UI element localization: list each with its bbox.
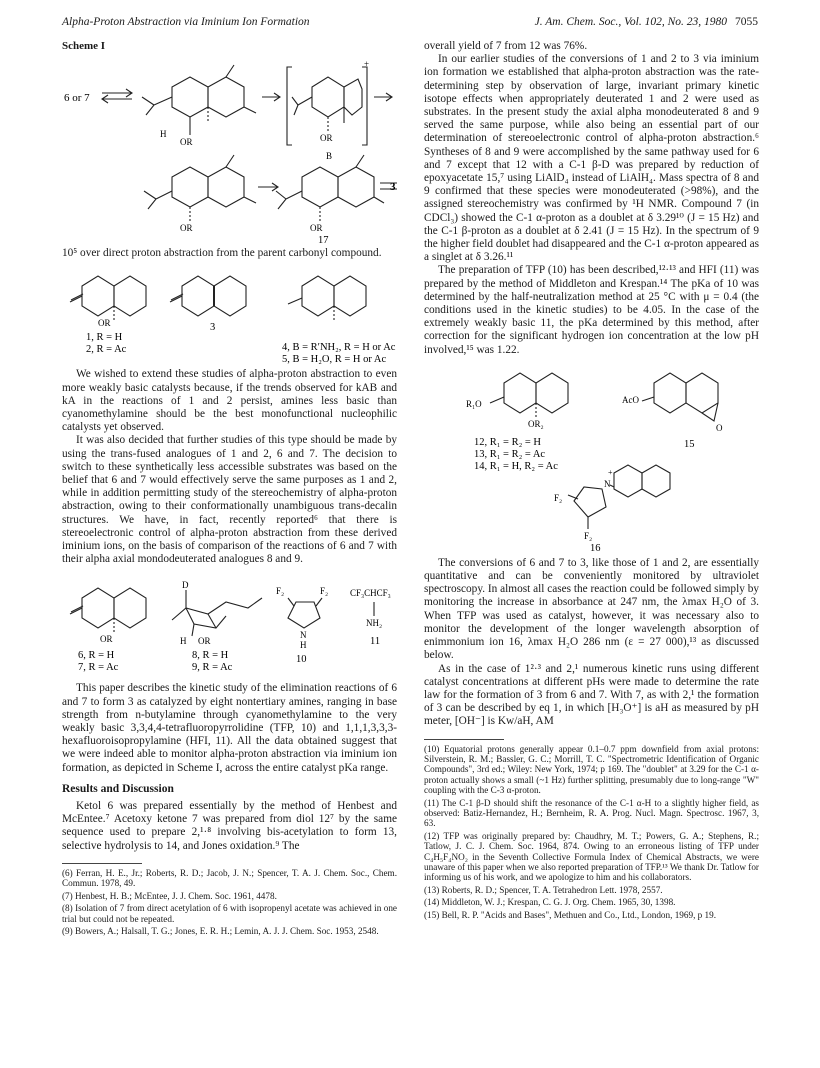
struct-12-or2: OR₂ (528, 418, 544, 429)
scheme-or-2: OR (320, 133, 333, 144)
structures-6-11-drawing (62, 572, 397, 682)
scheme-or-4: OR (310, 223, 323, 234)
paragraph-l4: This paper describes the kinetic study of the elimination reactions of 6 and 7 to form 3 as catalyzed by eight nontertiary amines, ranging in base strength from n-butylamine through cyanomethylamine to the very weakly basic 3,3,4,4-tetrafluoropyrrolidine (TFP, 10) and 1,1,1,3,3,3-hexafluoroisopropylamine (HFI, 11). All the data obtained suggest that we were indeed able to monitor alpha-proton abstraction via iminium ion formation, as depicted in Scheme I, across the entire catalyst pKa range. (62, 682, 397, 774)
footnote-9: (9) Bowers, A.; Halsall, T. G.; Jones, E. R. H.; Lemin, A. J. J. Chem. Soc. 1953, 2548. (62, 925, 379, 936)
section-heading-results: Results and Discussion (62, 782, 174, 795)
struct-15-aco: AcO (622, 394, 639, 405)
struct-16-n: N (604, 478, 611, 489)
scheme-plus: + (364, 59, 370, 70)
caption-compound-11: 11 (370, 636, 381, 648)
caption-compound-14: 14, R₁ = H, R₂ = Ac (474, 460, 558, 472)
scheme-or-3: OR (180, 223, 193, 234)
caption-compound-1: 1, R = H (86, 332, 123, 344)
struct-16-plus: + (608, 467, 613, 477)
struct-15-o: O (716, 422, 723, 433)
struct-8-h-label: H (180, 636, 187, 647)
paragraph-r4: The conversions of 6 and 7 to 3, like those of 1 and 2, are essentially quantitative and can be conveniently monitored by ultraviolet spectroscopy. In almost all cases the reaction could be followed simply by monitoring the increase in absorbance at 247 nm, the λmax H₂O of 3. When TFP was used as catalyst, however, it was necessary also to monitor the development of the longer wavelength absorption of enimmonium ion 16, λmax H₂O 286 nm (ε = 27 000),¹³ as discussed below. (424, 556, 759, 662)
scheme-start-label: 6 or 7 (64, 92, 90, 105)
footnote-7: (7) Henbest, H. B.; McEntee, J. J. Chem. Soc. 1961, 4478. (62, 890, 277, 901)
running-head (62, 16, 758, 34)
scheme-i (62, 57, 397, 247)
structures-1-5-drawing (62, 264, 397, 364)
right-column (424, 40, 759, 922)
struct-10-f2-a: F₂ (276, 586, 285, 597)
caption-compound-2: 2, R = Ac (86, 344, 127, 356)
caption-compound-16: 16 (590, 542, 601, 551)
footnotes-left (62, 868, 397, 936)
struct-11-nh2: NH₂ (366, 618, 383, 629)
paragraph-l5: Ketol 6 was prepared essentially by the method of Henbest and McEntee.⁷ Acetoxy ketone 7 was prepared from diol 12⁷ by the same sequence used to prepare 2,¹·⁸ involving bis-acetylation to form 13, selective hydrolysis to 14, and Jones oxidation.⁹ The (62, 800, 397, 852)
footnote-rule-left (62, 863, 142, 864)
scheme-compound-17: 17 (318, 235, 329, 247)
scheme-product-3: 3 (390, 181, 396, 194)
scheme-b: B (326, 151, 333, 162)
footnotes-right (424, 744, 759, 921)
struct-10-h: H (300, 640, 307, 651)
struct-10-f2-b: F₂ (320, 586, 329, 597)
scheme-label: Scheme I (62, 40, 106, 52)
caption-compound-4: 4, B = R′NH₂, R = H or Ac (282, 342, 396, 354)
caption-compound-3: 3 (210, 322, 216, 334)
caption-compound-8: 8, R = H (192, 650, 229, 662)
struct-10-n: N (300, 630, 307, 641)
page-number: 7055 (735, 16, 758, 28)
running-head-title: Alpha-Proton Abstraction via Iminium Ion Formation (62, 16, 310, 28)
caption-compound-6: 6, R = H (78, 650, 115, 662)
paragraph-r1: overall yield of 7 from 12 was 76%. (424, 40, 588, 52)
struct-16-f2-b: F₂ (584, 530, 593, 541)
struct-8-or-label: OR (198, 636, 211, 647)
left-column (62, 40, 397, 938)
caption-compound-13: 13, R₁ = R₂ = Ac (474, 448, 546, 460)
scheme-i-drawing (62, 57, 397, 247)
footnote-6: (6) Ferran, H. E., Jr.; Roberts, R. D.; Jacob, J. N.; Spencer, T. A. J. Chem. Soc., Chem. Commun. 1978, 49. (62, 867, 397, 889)
paragraph-l2: We wished to extend these studies of alpha-proton abstraction to even more weakly basic catalysts because, if the trends observed for kAB and kA in the reactions of 1 and 2 persist, amines less basic than cyanomethylamine should be the best monofunctional nucleophilic catalysts yet observed. (62, 368, 397, 434)
caption-compound-7: 7, R = Ac (78, 662, 119, 674)
footnote-10: (10) Equatorial protons generally appear 0.1–0.7 ppm downfield from axial protons: Silverstein, R. M.; Bassler, G. C.; Morrill, T. C. "Spectrometric Identification of Organic Compounds", 3rd ed.; Wiley: New York, 1974; p 169. The "doublet" at 3.29 for the C-1 α-proton actually shows a small (~1 Hz) further splitting, presumably due to long-range "W" coupling with the C-3 α-proton. (424, 743, 759, 796)
paragraph-r2: In our earlier studies of the conversions of 1 and 2 to 3 via iminium ion formation we established that alpha-proton abstraction was the rate-determining step by observation of large, invariant primary kinetic isotope effects when appropriately deuterated 1 and 2 were used as substrates. In the present study the axial alpha monodeuterated 8 and 9 served the same purpose, while also being an essential part of our determination of stereoelectronic control of alpha-proton abstraction.⁶ Syntheses of 8 and 9 were accomplished by the same pathway used for 6 and 7 except that 12 with a C-1 β-D was prepared by reduction of epoxyacetate 15,⁷ using LiAlD₄ instead of LiAlH₄. Mass spectra of 8 and 9 confirmed that these species were monodeuterated (>98%), and the assigned stereochemistry was confirmed by ¹H NMR. Compound 7 (in CDCl₃) showed the C-1 α-proton as a doublet at δ 3.29¹⁰ (J = 15 Hz) and the C-1 β-proton as a doublet at δ 2.41 (J = 15 Hz). In the spectrum of 9 the higher field doublet had disappeared and the C-1 α-proton appeared as a singlet at δ 3.26.¹¹ (424, 53, 759, 264)
struct-11-cf3: CF₃CHCF₃ (350, 588, 391, 599)
caption-compound-15: 15 (684, 438, 695, 450)
struct-8-d-label: D (182, 580, 189, 591)
footnote-11: (11) The C-1 β-D should shift the resonance of the C-1 α-H to a slightly higher field, as observed: Batiz-Hernandez, H.; Bernheim, R. A. Prog. Nucl. Magn. Spectrosc. 1967, 3, 63. (424, 797, 759, 829)
caption-compound-10: 10 (296, 654, 307, 666)
scheme-h: H (160, 129, 167, 140)
caption-compound-12: 12, R₁ = R₂ = H (474, 436, 542, 448)
struct-6-or-label: OR (100, 634, 113, 645)
struct-1-or-label: OR (98, 318, 111, 329)
scheme-or-1: OR (180, 137, 193, 148)
struct-16-f2-a: F₂ (554, 492, 563, 503)
paragraph-r3: The preparation of TFP (10) has been described,¹²·¹³ and HFI (11) was prepared by the method of Middleton and Krespan.¹⁴ The pKa of 10 was determined by the half-neutralization method at 25 °C with μ = 0.4 (the conditions used in the kinetic studies) to be 4.05. In the case of the extremely weakly basic 11, the pKa determined by this method, after correction for the significant hydrogen ion concentration at the low pH involved,¹⁵ was 1.22. (424, 264, 759, 356)
caption-compound-9: 9, R = Ac (192, 662, 233, 674)
paragraph-l1: 10⁵ over direct proton abstraction from the parent carbonyl compound. (62, 247, 382, 260)
footnote-rule-right (424, 739, 504, 740)
structures-1-5 (62, 264, 397, 364)
journal-citation: J. Am. Chem. Soc., Vol. 102, No. 23, 1980 (534, 16, 727, 28)
footnote-14: (14) Middleton, W. J.; Krespan, C. G. J. Org. Chem. 1965, 30, 1398. (424, 897, 676, 908)
structures-12-16-drawing (424, 361, 759, 551)
footnote-13: (13) Roberts, R. D.; Spencer, T. A. Tetrahedron Lett. 1978, 2557. (424, 884, 663, 895)
struct-12-r1o: R₁O (466, 398, 482, 409)
structures-12-16 (424, 361, 759, 551)
footnote-15: (15) Bell, R. P. "Acids and Bases", Methuen and Co., Ltd., London, 1969, p 19. (424, 909, 717, 920)
footnote-12: (12) TFP was originally prepared by: Chaudhry, M. T.; Powers, G. A.; Stephens, R.; Tatlow, J. C. J. Chem. Soc. 1964, 874. Owing to an erroneous listing of TFP under C₄H₅F₄NO₂ in the Seventh Collective Formula Index of Chemical Abstracts, we were unaware of this paper when we also reported preparation of TFP.¹³ We thank Dr. Tatlow for informing us of his work, and we apologize to him and his collaborators. (424, 830, 759, 883)
structures-6-11 (62, 572, 397, 682)
footnote-8: (8) Isolation of 7 from direct acetylation of 6 with isopropenyl acetate was achieved in one trial but could not be repeated. (62, 903, 397, 924)
paragraph-l3: It was also decided that further studies of this type should be made by using the trans-fused analogues of 1 and 2, 6 and 7. The decision to switch to these synthetically less accessible substrates was based on the belief that 6 and 7 would effectively serve the same purposes as 1 and 2, while in addition permitting study of the stereochemistry of alpha-proton abstraction, owing to their conformationally unambiguous trans-decalin structures. We have, in fact, recently reported⁶ that there is stereoelectronic control of alpha-proton abstraction from these derived iminium ions, on the basis of comparison of the reactions of 6 and 7 with their alpha axial mondodeuterated analogues 8 and 9. (62, 434, 397, 566)
caption-compound-5: 5, B = H₂O, R = H or Ac (282, 354, 387, 365)
running-head-citation (535, 16, 758, 28)
paragraph-r5: As in the case of 1²·³ and 2,¹ numerous kinetic runs using different catalyst concentrations at different pHs were made to determine the rate law for the formation of 3 from 6 and 7. With 7, as with 2,¹ the formation of 3 can be described by eq 1, in which [H₃O⁺] is aH as measured by pH meter, [OH⁻] is Kw/aH, AM (424, 662, 759, 728)
